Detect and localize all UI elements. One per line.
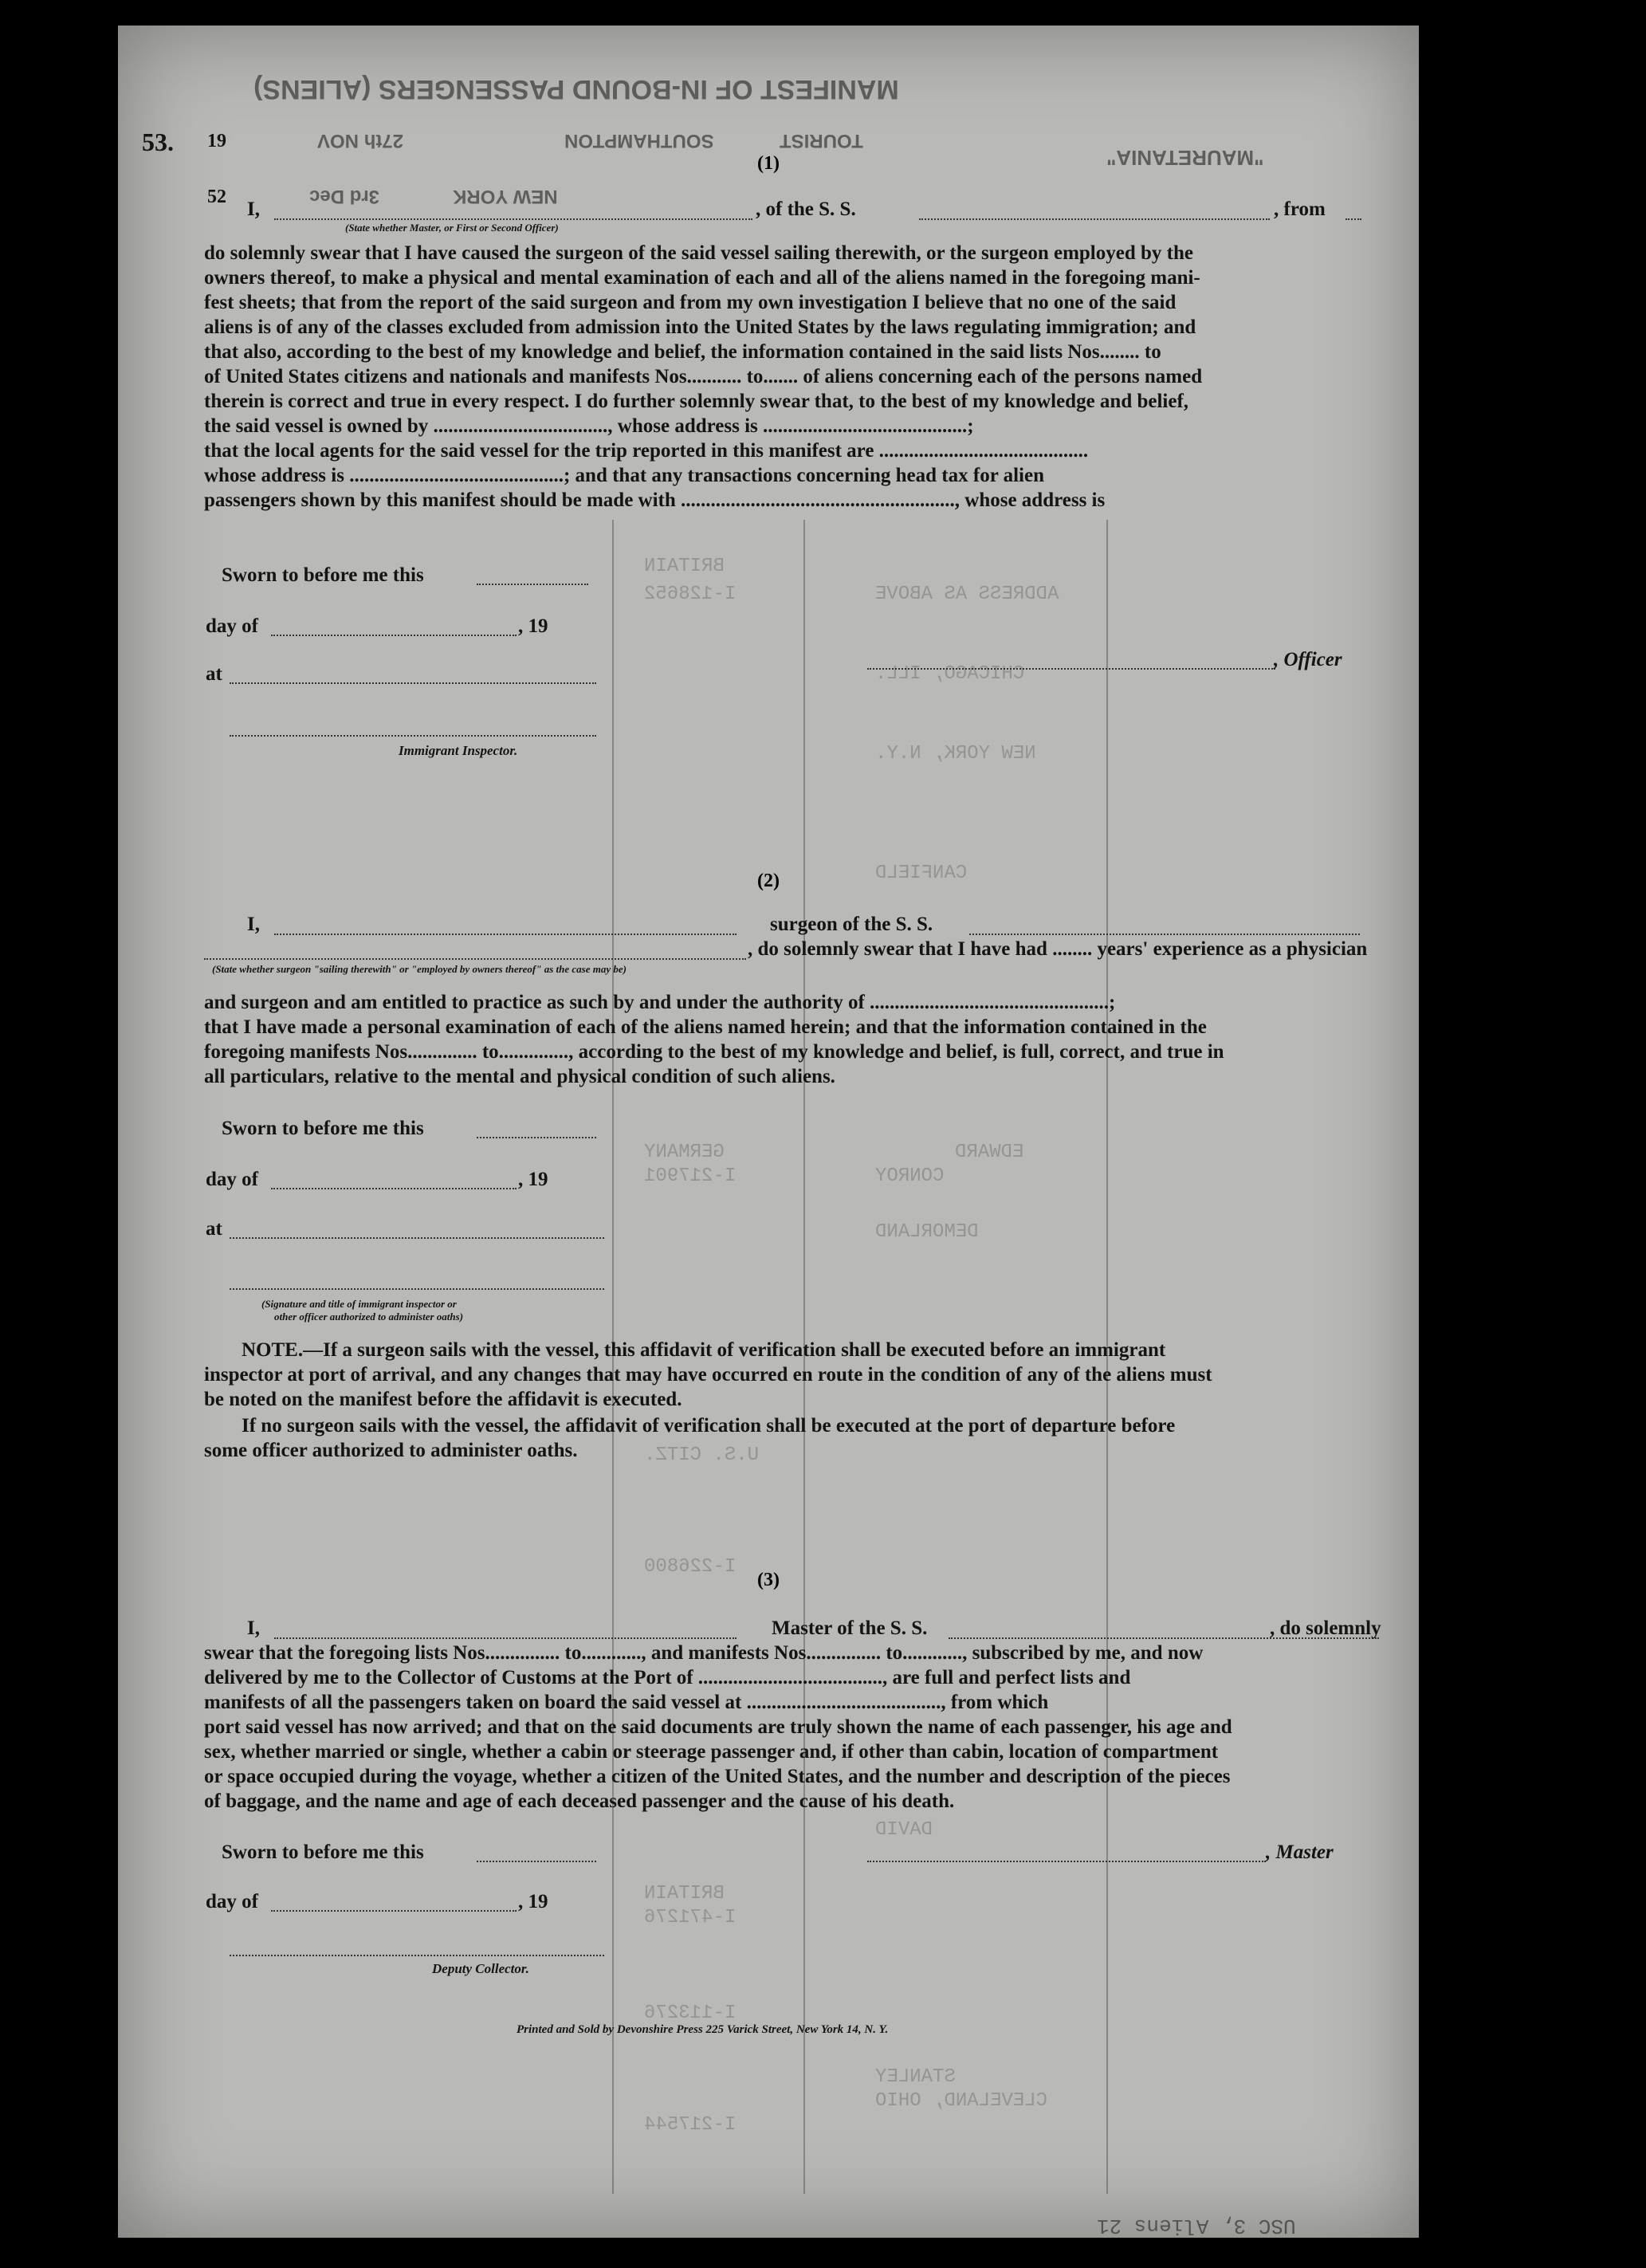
year-suffix: 52 [207,187,226,207]
bleed-text: I-217544 [644,2114,737,2136]
manifest-title: MANIFEST OF IN-BOUND PASSENGERS (ALIENS) [253,74,899,104]
section-3-day-of: day of [206,1891,258,1912]
bleed-text: BRITAIN [644,556,725,577]
section-2-line: that I have made a personal examination of each of the aliens named herein; and that the information contained in the [204,1016,1207,1038]
binder-hole [1452,210,1495,254]
section-1-day-of: day of [206,615,258,637]
section-1-officer-note: (State whether Master, or First or Second Officer) [345,222,559,234]
note-line: be noted on the manifest before the affidavit is executed. [204,1389,682,1410]
binder-hole [1452,768,1495,812]
section-2-swear: , do solemnly swear that I have had ........ years' experience as a physician [748,938,1368,960]
bleed-text: CHICAGO, ILL. [875,663,1025,685]
section-2-number: (2) [757,871,780,891]
section-2-intro: I, [247,914,260,935]
year-prefix: 19 [207,131,226,151]
section-3-sworn: Sworn to before me this [222,1842,424,1863]
section-3-line: manifests of all the passengers taken on board the said vessel at ......................................., from which [204,1692,1049,1713]
arrival-date: 3rd Dec [309,186,380,207]
note-line: NOTE.—If a surgeon sails with the vessel, this affidavit of verification shall be executed before an immigrant [242,1339,1166,1361]
section-1-of-ss: , of the S. S. [756,198,856,220]
bleed-text: I-226800 [644,1556,737,1578]
section-1-line: owners thereof, to make a physical and mental examination of each and all of the aliens named in the foregoing mani- [204,267,1200,289]
bleed-text: NEW YORK, N.Y. [875,743,1036,765]
printer-imprint: Printed and Sold by Devonshire Press 225 Varick Street, New York 14, N. Y. [517,2023,889,2036]
binder-hole [1452,1873,1495,1916]
note-line: inspector at port of arrival, and any changes that may have occurred en route in the condition of any of the aliens must [204,1364,1212,1386]
section-1-year: , 19 [518,615,548,637]
bleed-text: ADDRESS AS ABOVE [875,584,1059,605]
section-2-note: (State whether surgeon "sailing therewith" or "employed by owners thereof" as the case may be) [212,963,627,975]
bleed-text: EDWARD [955,1142,1024,1163]
section-1-officer: , Officer [1274,649,1342,670]
section-2-line: all particulars, relative to the mental and physical condition of such aliens. [204,1066,835,1087]
bleed-text: CLEVELAND, OHIO [875,2090,1048,2112]
bleed-text: CANFIELD [875,863,968,884]
vessel-name: "MAURETANIA" [1106,146,1264,170]
section-2-at: at [206,1218,222,1240]
bleed-text: I-128652 [644,584,737,605]
section-3-number: (3) [757,1570,780,1590]
note-line: some officer authorized to administer oaths. [204,1440,578,1461]
section-2-sig-note-1: (Signature and title of immigrant inspector or [261,1298,457,1310]
section-2-line: and surgeon and am entitled to practice as such by and under the authority of ................................................; [204,992,1116,1013]
bleed-text: I-113276 [644,2003,737,2024]
section-3-deputy: Deputy Collector. [432,1961,529,1976]
section-1-line: that the local agents for the said vessel for the trip reported in this manifest are .......................................... [204,440,1089,462]
section-1-line: of United States citizens and nationals and manifests Nos........... to....... of aliens concerning each of the persons named [204,366,1203,387]
binder-hole [1452,631,1495,674]
arrival-port: NEW YORK [453,186,558,207]
bleed-text: DEMORLAND [875,1221,979,1243]
section-2-day-of: day of [206,1169,258,1190]
bottom-stamp: USC 3, Aliens 21 [1097,2214,1296,2238]
section-1-line: that also, according to the best of my knowledge and belief, the information contained in the said lists Nos........ to [204,341,1161,363]
section-3-do-solemnly: , do solemnly [1270,1617,1381,1639]
bleed-text: U.S. CITZ. [644,1445,760,1466]
section-3-master-of: Master of the S. S. [772,1617,928,1639]
binder-hole [1452,1138,1495,1181]
bleed-text: STANLEY [875,2066,956,2088]
section-1-inspector: Immigrant Inspector. [399,743,518,758]
class-label: TOURIST [780,130,863,151]
section-1-at: at [206,663,222,685]
section-1-intro: I, [247,198,260,220]
bleed-text: DAVID [875,1819,933,1841]
bleed-text: I-471276 [644,1907,737,1928]
section-1-line: do solemnly swear that I have caused the surgeon of the said vessel sailing therewith, or the surgeon employed by the [204,242,1193,264]
section-1-sworn: Sworn to before me this [222,564,424,586]
departure-port: SOUTHAMPTON [564,130,714,151]
section-1-line: aliens is of any of the classes excluded from admission into the United States by the laws regulating immigration; and [204,316,1196,338]
section-1-from: , from [1274,198,1326,220]
section-3-line: of baggage, and the name and age of each deceased passenger and the cause of his death. [204,1790,955,1812]
section-1-line: fest sheets; that from the report of the said surgeon and from my own investigation I believe that no one of the said [204,292,1177,313]
section-1-line: the said vessel is owned by ..................................., whose address is .........................................; [204,415,974,437]
section-2-line: foregoing manifests Nos.............. to.............., according to the best of my knowledge and belief, is full, correct, and true in [204,1041,1224,1063]
section-2-sig-note-2: other officer authorized to administer oaths) [274,1311,464,1323]
section-3-intro: I, [247,1617,260,1639]
bleed-text: I-217901 [644,1165,737,1187]
section-1-line: therein is correct and true in every respect. I do further solemnly swear that, to the best of my knowledge and belief, [204,391,1189,412]
section-3-line: swear that the foregoing lists Nos............... to............, and manifests Nos............... to............, subscribed by me, and now [204,1642,1204,1664]
section-3-line: port said vessel has now arrived; and that on the said documents are truly shown the name of each passenger, his age and [204,1716,1232,1738]
departure-date: 27th NOV [317,130,404,151]
section-1-number: (1) [757,153,780,174]
section-2-surgeon-of: surgeon of the S. S. [770,914,933,935]
bleed-text: GERMANY [644,1142,725,1163]
binder-hole [1452,1245,1495,1288]
note-line: If no surgeon sails with the vessel, the affidavit of verification shall be executed at the port of departure before [242,1415,1176,1437]
page-number: 53. [142,128,174,156]
section-1-line: whose address is ...........................................; and that any transactions concerning head tax for alien [204,465,1044,486]
section-2-sworn: Sworn to before me this [222,1118,424,1139]
section-2-year: , 19 [518,1169,548,1190]
section-3-master: , Master [1266,1842,1334,1863]
section-3-line: delivered by me to the Collector of Customs at the Port of ....................................., are full and perfect lists and [204,1667,1131,1688]
section-3-year: , 19 [518,1891,548,1912]
binder-hole [1451,83,1494,126]
bleed-text: CONROY [875,1165,945,1187]
section-3-line: sex, whether married or single, whether a cabin or steerage passenger and, if other than cabin, location of compartment [204,1741,1219,1763]
section-1-line: passengers shown by this manifest should be made with ......................................................., whose address is [204,489,1106,511]
manifest-page [118,26,1419,2238]
section-3-line: or space occupied during the voyage, whether a citizen of the United States, and the number and description of the pieces [204,1766,1231,1787]
bleed-text: BRITAIN [644,1883,725,1904]
